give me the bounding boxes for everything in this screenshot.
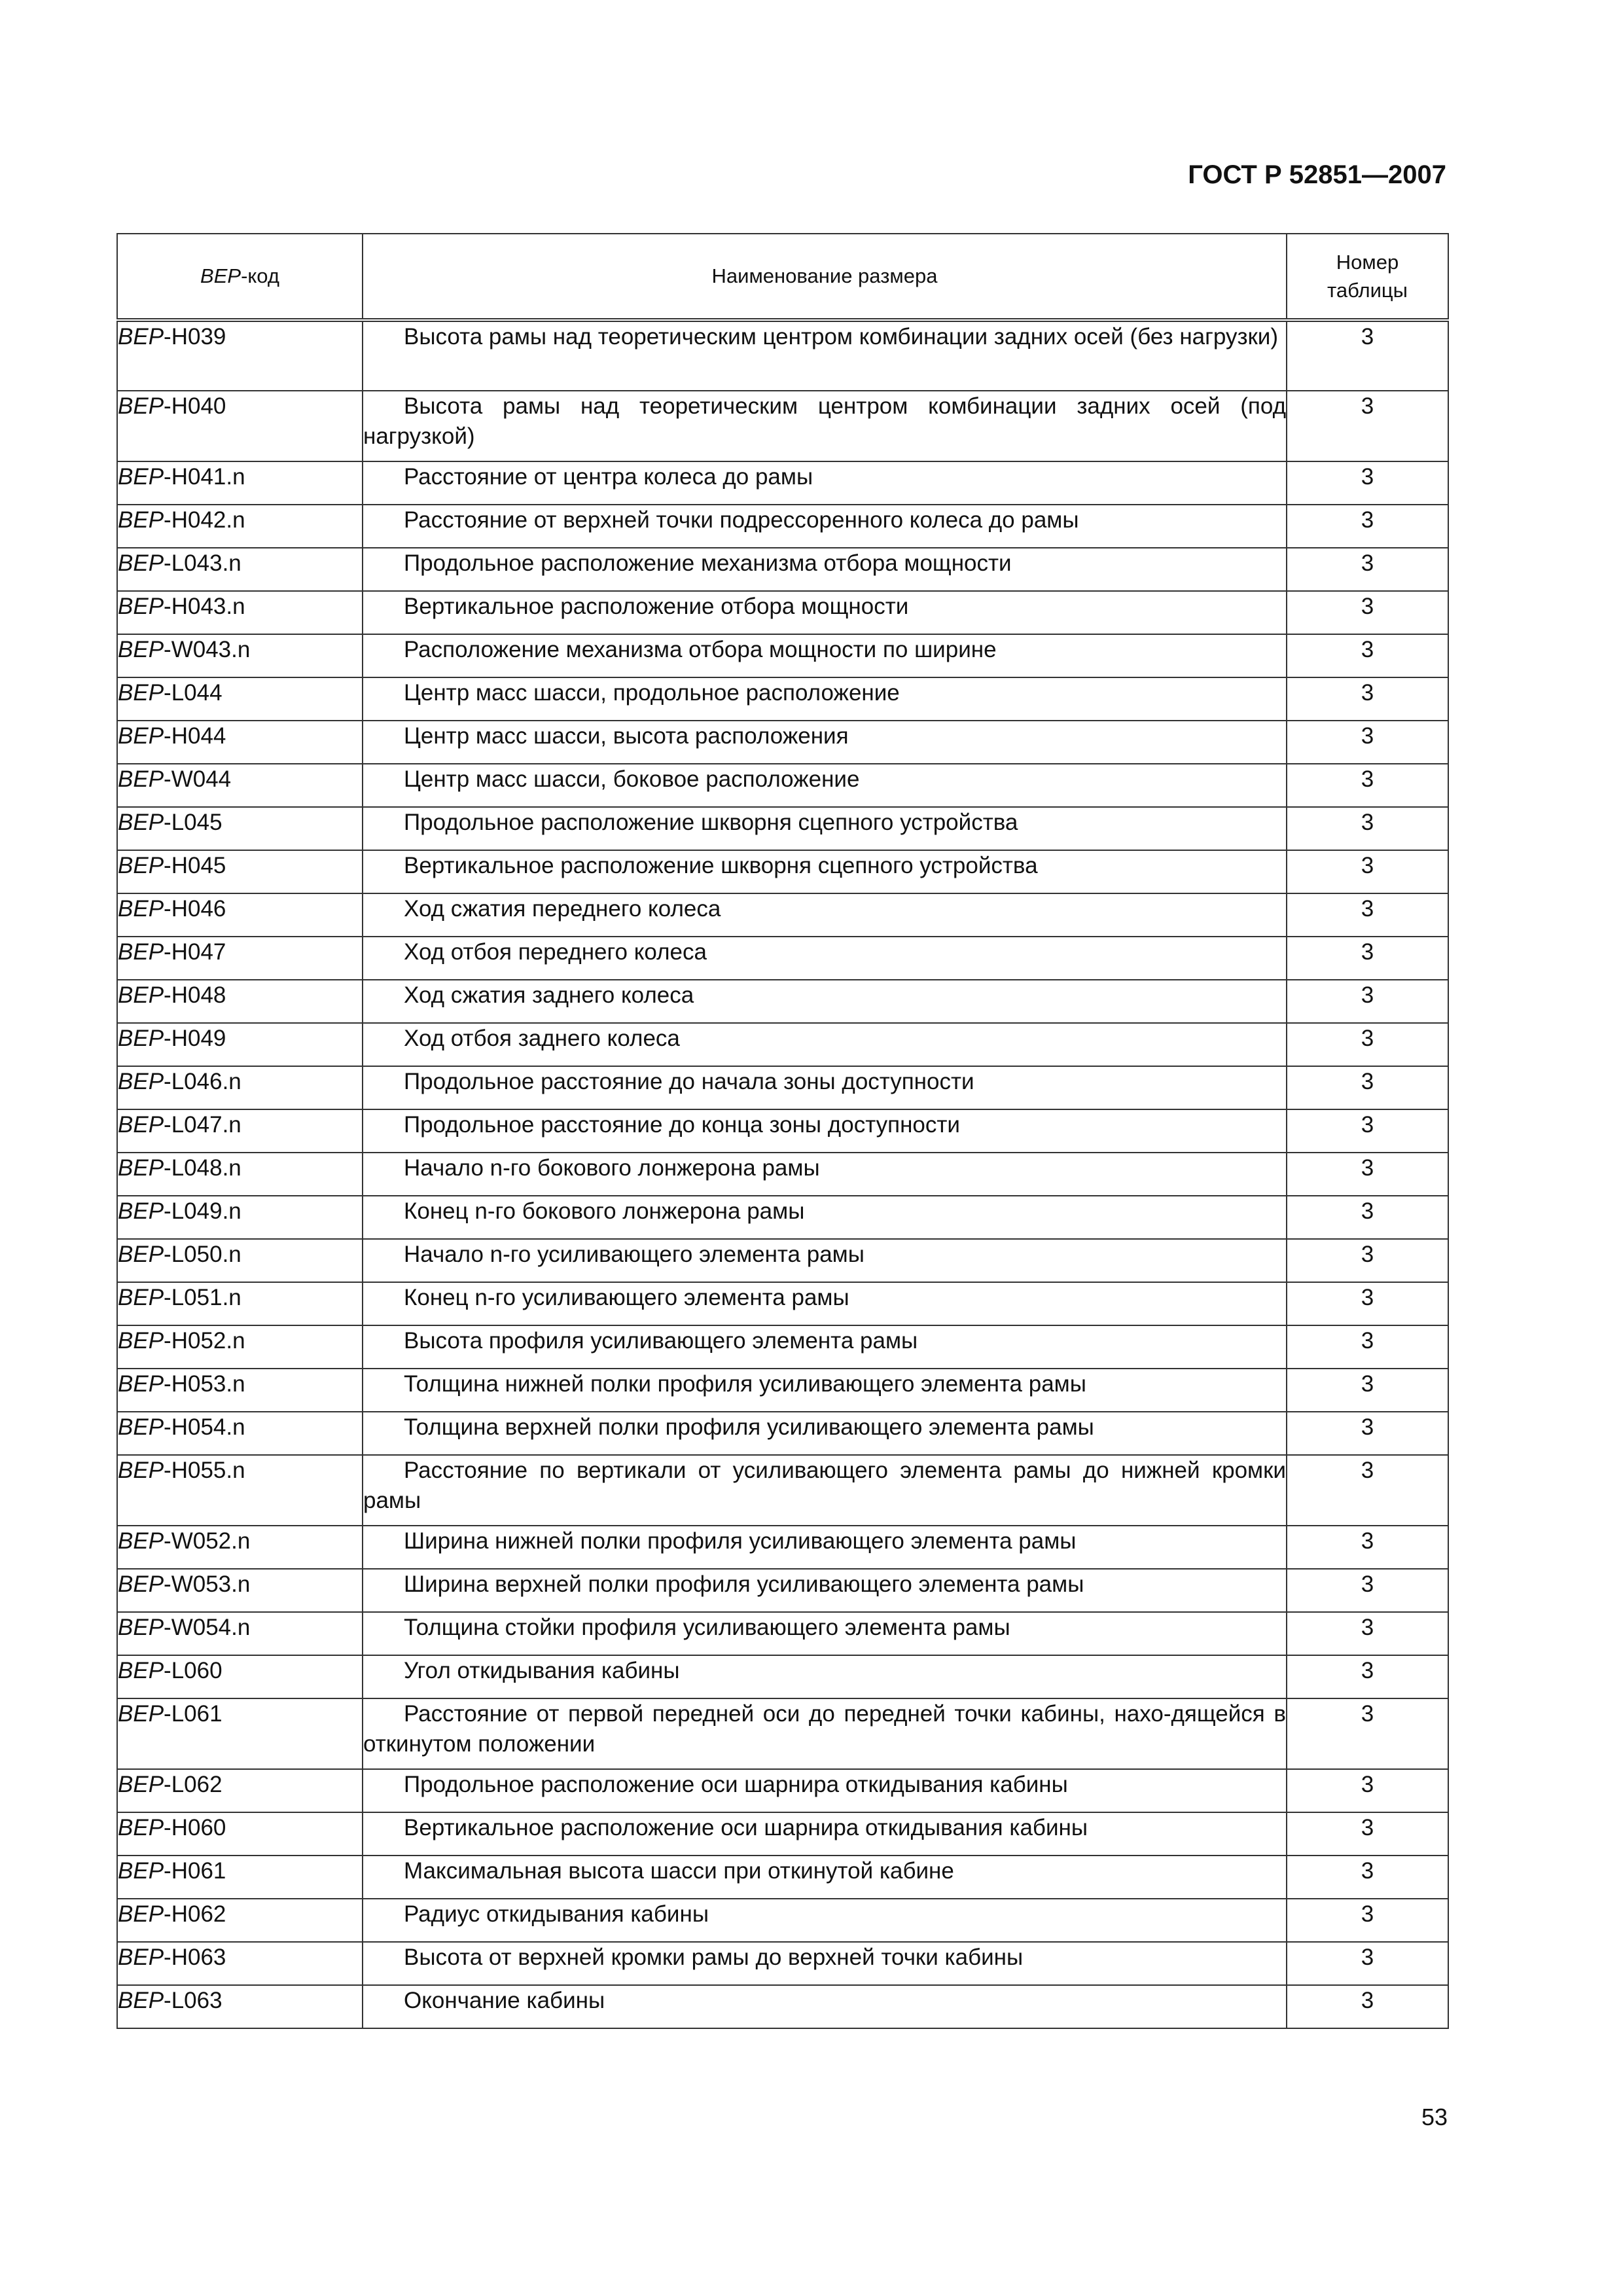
bep-code-value: -L047.n <box>164 1112 241 1138</box>
bep-code-value: -W043.n <box>164 637 251 662</box>
table-row <box>117 1526 1448 1569</box>
table-row <box>117 1109 1448 1153</box>
table-row <box>117 1196 1448 1239</box>
bep-code-value: -L043.n <box>164 550 241 576</box>
header-bep-code: BEP-код <box>117 234 363 320</box>
table-number-cell: 3 <box>1287 1612 1448 1655</box>
bep-code-value: -H063 <box>164 1945 226 1970</box>
bep-code-value: -H041.n <box>164 464 245 490</box>
dimension-name-cell: Расположение механизма отбора мощности по ширине <box>363 634 1287 677</box>
bep-code-cell <box>117 391 363 461</box>
table-number-cell: 3 <box>1287 1698 1448 1769</box>
dimension-name-cell: Толщина стойки профиля усиливающего элемента рамы <box>363 1612 1287 1655</box>
bep-code-value: -H042.n <box>164 507 245 533</box>
table-header-row <box>117 234 1448 320</box>
bep-code-cell <box>117 1698 363 1769</box>
bep-code-prefix: BEP <box>118 1988 164 2013</box>
bep-code-cell <box>117 591 363 634</box>
bep-code-value: -H048 <box>164 982 226 1008</box>
table-number-cell: 3 <box>1287 1196 1448 1239</box>
table-row <box>117 1769 1448 1812</box>
bep-code-value: -L048.n <box>164 1155 241 1181</box>
table-row <box>117 807 1448 850</box>
dimension-name-cell: Продольное расположение механизма отбора мощности <box>363 548 1287 591</box>
bep-code-cell <box>117 1569 363 1612</box>
dimension-name-cell: Высота рамы над теоретическим центром комбинации задних осей (без нагрузки) <box>363 320 1287 391</box>
dimension-name-cell: Высота профиля усиливающего элемента рамы <box>363 1325 1287 1369</box>
table-number-cell: 3 <box>1287 634 1448 677</box>
table-number-cell: 3 <box>1287 461 1448 505</box>
table-number-cell: 3 <box>1287 1109 1448 1153</box>
bep-code-value: -H060 <box>164 1815 226 1840</box>
table-row <box>117 1239 1448 1282</box>
table-number-cell: 3 <box>1287 1569 1448 1612</box>
bep-code-cell <box>117 1526 363 1569</box>
table-row <box>117 1153 1448 1196</box>
bep-code-prefix: BEP <box>118 1155 164 1181</box>
bep-code-prefix: BEP <box>118 1328 164 1354</box>
bep-code-prefix: BEP <box>118 982 164 1008</box>
bep-code-prefix: BEP <box>118 393 164 419</box>
table-number-cell: 3 <box>1287 850 1448 893</box>
bep-code-value: -L063 <box>164 1988 223 2013</box>
dimension-name-cell: Толщина нижней полки профиля усиливающего элемента рамы <box>363 1369 1287 1412</box>
bep-code-cell <box>117 1325 363 1369</box>
bep-code-prefix: BEP <box>118 1701 164 1727</box>
bep-code-prefix: BEP <box>118 637 164 662</box>
bep-code-value: -H052.n <box>164 1328 245 1354</box>
bep-code-cell <box>117 634 363 677</box>
bep-code-value: -L062 <box>164 1772 223 1797</box>
dimension-name-cell: Начало n-го бокового лонжерона рамы <box>363 1153 1287 1196</box>
dimension-name-cell: Продольное расстояние до конца зоны доступности <box>363 1109 1287 1153</box>
table-number-cell: 3 <box>1287 505 1448 548</box>
bep-code-prefix: BEP <box>118 939 164 965</box>
dimension-name-cell: Ход отбоя заднего колеса <box>363 1023 1287 1066</box>
bep-code-value: -H049 <box>164 1026 226 1051</box>
bep-code-value: -L060 <box>164 1658 223 1683</box>
header-table-number: Номер таблицы <box>1287 234 1448 320</box>
table-row <box>117 893 1448 937</box>
table-row <box>117 1942 1448 1985</box>
bep-code-value: -W053.n <box>164 1571 251 1597</box>
table-row <box>117 677 1448 721</box>
bep-code-prefix: BEP <box>118 1615 164 1640</box>
bep-code-cell <box>117 677 363 721</box>
bep-code-value: -H046 <box>164 896 226 922</box>
table-row <box>117 505 1448 548</box>
bep-code-prefix: BEP <box>118 1112 164 1138</box>
dimension-name-cell: Угол откидывания кабины <box>363 1655 1287 1698</box>
bep-code-cell <box>117 721 363 764</box>
dimension-name-cell: Радиус откидывания кабины <box>363 1899 1287 1942</box>
table-row <box>117 1282 1448 1325</box>
bep-code-value: -H062 <box>164 1901 226 1927</box>
table-row <box>117 1985 1448 2028</box>
bep-code-cell <box>117 1023 363 1066</box>
bep-code-value: -H039 <box>164 324 226 350</box>
table-row <box>117 1369 1448 1412</box>
bep-code-cell <box>117 1282 363 1325</box>
table-row <box>117 548 1448 591</box>
bep-code-prefix: BEP <box>118 1198 164 1224</box>
page-number: 53 <box>1421 2104 1448 2130</box>
table-row <box>117 1812 1448 1856</box>
dimension-name-cell: Вертикальное расположение отбора мощности <box>363 591 1287 634</box>
table-row <box>117 1569 1448 1612</box>
bep-code-prefix: BEP <box>118 1069 164 1094</box>
bep-code-value: -W054.n <box>164 1615 251 1640</box>
bep-code-prefix: BEP <box>118 810 164 835</box>
bep-code-cell <box>117 1455 363 1526</box>
table-number-cell: 3 <box>1287 764 1448 807</box>
header-dimension-name: Наименование размера <box>363 234 1287 320</box>
bep-code-prefix: BEP <box>118 1571 164 1597</box>
table-number-cell: 3 <box>1287 1412 1448 1455</box>
table-number-cell: 3 <box>1287 1899 1448 1942</box>
bep-code-cell <box>117 1812 363 1856</box>
dimension-name-cell: Расстояние от верхней точки подрессоренного колеса до рамы <box>363 505 1287 548</box>
dimension-name-cell: Продольное расположение оси шарнира откидывания кабины <box>363 1769 1287 1812</box>
dimension-name-cell: Центр масс шасси, продольное расположение <box>363 677 1287 721</box>
table-row <box>117 1066 1448 1109</box>
dimension-name-cell: Ход сжатия заднего колеса <box>363 980 1287 1023</box>
table-row <box>117 980 1448 1023</box>
dimension-name-cell: Ход отбоя переднего колеса <box>363 937 1287 980</box>
table-row <box>117 937 1448 980</box>
dimension-name-cell: Вертикальное расположение оси шарнира откидывания кабины <box>363 1812 1287 1856</box>
bep-code-value: -L045 <box>164 810 223 835</box>
table-row <box>117 634 1448 677</box>
bep-code-cell <box>117 548 363 591</box>
table-number-cell: 3 <box>1287 1985 1448 2028</box>
table-number-cell: 3 <box>1287 1455 1448 1526</box>
bep-code-value: -L050.n <box>164 1242 241 1267</box>
bep-code-prefix: BEP <box>118 766 164 792</box>
bep-code-prefix: BEP <box>118 1242 164 1267</box>
bep-code-value: -H055.n <box>164 1458 245 1483</box>
dimension-name-cell: Продольное расстояние до начала зоны доступности <box>363 1066 1287 1109</box>
bep-code-cell <box>117 937 363 980</box>
bep-code-value: -L044 <box>164 680 223 706</box>
bep-code-prefix: BEP <box>118 550 164 576</box>
table-number-cell: 3 <box>1287 893 1448 937</box>
bep-code-table <box>116 233 1449 2029</box>
dimension-name-cell: Конец n-го бокового лонжерона рамы <box>363 1196 1287 1239</box>
table-number-cell: 3 <box>1287 1282 1448 1325</box>
bep-code-cell <box>117 980 363 1023</box>
table-row <box>117 1412 1448 1455</box>
table-number-cell: 3 <box>1287 1325 1448 1369</box>
table-row <box>117 1325 1448 1369</box>
table-number-cell: 3 <box>1287 1812 1448 1856</box>
table-number-cell: 3 <box>1287 677 1448 721</box>
bep-code-cell <box>117 320 363 391</box>
dimension-name-cell: Высота от верхней кромки рамы до верхней точки кабины <box>363 1942 1287 1985</box>
dimension-name-cell: Продольное расположение шкворня сцепного устройства <box>363 807 1287 850</box>
bep-code-cell <box>117 1769 363 1812</box>
table-row <box>117 320 1448 391</box>
dimension-name-cell: Расстояние от центра колеса до рамы <box>363 461 1287 505</box>
bep-code-prefix: BEP <box>118 1815 164 1840</box>
bep-code-value: -H061 <box>164 1858 226 1884</box>
table-row <box>117 1698 1448 1769</box>
table-number-cell: 3 <box>1287 1023 1448 1066</box>
table-number-cell: 3 <box>1287 391 1448 461</box>
dimension-name-cell: Ширина верхней полки профиля усиливающего элемента рамы <box>363 1569 1287 1612</box>
table-number-cell: 3 <box>1287 1526 1448 1569</box>
table-row <box>117 591 1448 634</box>
dimension-name-cell: Ширина нижней полки профиля усиливающего элемента рамы <box>363 1526 1287 1569</box>
dimension-name-cell: Ход сжатия переднего колеса <box>363 893 1287 937</box>
dimension-name-cell: Центр масс шасси, высота расположения <box>363 721 1287 764</box>
bep-code-value: -W052.n <box>164 1528 251 1554</box>
bep-code-cell <box>117 1985 363 2028</box>
table-number-cell: 3 <box>1287 320 1448 391</box>
bep-code-prefix: BEP <box>118 1945 164 1970</box>
bep-code-value: -W044 <box>164 766 232 792</box>
bep-code-prefix: BEP <box>118 680 164 706</box>
table-number-cell: 3 <box>1287 980 1448 1023</box>
bep-code-cell <box>117 1153 363 1196</box>
dimension-name-cell: Окончание кабины <box>363 1985 1287 2028</box>
table-number-cell: 3 <box>1287 1942 1448 1985</box>
table-number-cell: 3 <box>1287 591 1448 634</box>
table-row <box>117 850 1448 893</box>
dimension-name-cell: Расстояние по вертикали от усиливающего элемента рамы до нижней кромки рамы <box>363 1455 1287 1526</box>
bep-code-cell <box>117 1412 363 1455</box>
table-row <box>117 721 1448 764</box>
table-row <box>117 461 1448 505</box>
table-number-cell: 3 <box>1287 1856 1448 1899</box>
bep-code-value: -L049.n <box>164 1198 241 1224</box>
table-row <box>117 1856 1448 1899</box>
bep-code-prefix: BEP <box>118 896 164 922</box>
bep-code-value: -L046.n <box>164 1069 241 1094</box>
bep-code-cell <box>117 893 363 937</box>
bep-code-value: -H053.n <box>164 1371 245 1397</box>
dimension-name-cell: Расстояние от первой передней оси до передней точки кабины, нахо-дящейся в откинутом положении <box>363 1698 1287 1769</box>
bep-code-cell <box>117 1109 363 1153</box>
bep-code-value: -L051.n <box>164 1285 241 1310</box>
bep-code-value: -H047 <box>164 939 226 965</box>
bep-code-value: -H045 <box>164 853 226 878</box>
bep-code-value: -H044 <box>164 723 226 749</box>
table-number-cell: 3 <box>1287 807 1448 850</box>
table-number-cell: 3 <box>1287 548 1448 591</box>
bep-code-value: -H054.n <box>164 1414 245 1440</box>
table-row <box>117 764 1448 807</box>
bep-code-value: -L061 <box>164 1701 223 1727</box>
table-row <box>117 1023 1448 1066</box>
dimension-name-cell: Высота рамы над теоретическим центром комбинации задних осей (под нагрузкой) <box>363 391 1287 461</box>
table-row <box>117 1612 1448 1655</box>
bep-code-cell <box>117 1239 363 1282</box>
bep-code-prefix: BEP <box>118 853 164 878</box>
table-number-cell: 3 <box>1287 937 1448 980</box>
table-number-cell: 3 <box>1287 1769 1448 1812</box>
bep-code-prefix: BEP <box>118 1285 164 1310</box>
bep-code-cell <box>117 1369 363 1412</box>
bep-code-prefix: BEP <box>118 1772 164 1797</box>
bep-code-prefix: BEP <box>118 1026 164 1051</box>
document-header: ГОСТ Р 52851—2007 <box>1188 160 1446 189</box>
bep-code-cell <box>117 1612 363 1655</box>
bep-code-cell <box>117 1899 363 1942</box>
bep-code-prefix: BEP <box>118 1458 164 1483</box>
bep-code-cell <box>117 1942 363 1985</box>
bep-code-prefix: BEP <box>118 507 164 533</box>
bep-code-prefix: BEP <box>118 594 164 619</box>
bep-code-value: -H043.n <box>164 594 245 619</box>
table-row <box>117 1455 1448 1526</box>
bep-code-prefix: BEP <box>118 1658 164 1683</box>
table-number-cell: 3 <box>1287 1153 1448 1196</box>
dimension-name-cell: Толщина верхней полки профиля усиливающего элемента рамы <box>363 1412 1287 1455</box>
bep-code-prefix: BEP <box>118 723 164 749</box>
bep-code-prefix: BEP <box>118 1371 164 1397</box>
table-number-cell: 3 <box>1287 721 1448 764</box>
bep-code-value: -H040 <box>164 393 226 419</box>
bep-code-cell <box>117 505 363 548</box>
bep-code-cell <box>117 1196 363 1239</box>
bep-code-cell <box>117 1066 363 1109</box>
bep-code-prefix: BEP <box>118 1858 164 1884</box>
bep-code-cell <box>117 461 363 505</box>
dimension-name-cell: Конец n-го усиливающего элемента рамы <box>363 1282 1287 1325</box>
bep-code-cell <box>117 850 363 893</box>
table-row <box>117 391 1448 461</box>
bep-code-prefix: BEP <box>118 324 164 350</box>
table-number-cell: 3 <box>1287 1239 1448 1282</box>
dimension-name-cell: Центр масс шасси, боковое расположение <box>363 764 1287 807</box>
table-number-cell: 3 <box>1287 1369 1448 1412</box>
bep-code-cell <box>117 1856 363 1899</box>
table-row <box>117 1899 1448 1942</box>
bep-code-cell <box>117 807 363 850</box>
bep-code-prefix: BEP <box>118 1414 164 1440</box>
dimension-name-cell: Начало n-го усиливающего элемента рамы <box>363 1239 1287 1282</box>
dimension-name-cell: Вертикальное расположение шкворня сцепного устройства <box>363 850 1287 893</box>
dimension-name-cell: Максимальная высота шасси при откинутой кабине <box>363 1856 1287 1899</box>
table-number-cell: 3 <box>1287 1066 1448 1109</box>
bep-code-cell <box>117 764 363 807</box>
bep-code-prefix: BEP <box>118 1901 164 1927</box>
bep-code-cell <box>117 1655 363 1698</box>
table-number-cell: 3 <box>1287 1655 1448 1698</box>
bep-code-prefix: BEP <box>118 464 164 490</box>
bep-code-prefix: BEP <box>118 1528 164 1554</box>
table-row <box>117 1655 1448 1698</box>
